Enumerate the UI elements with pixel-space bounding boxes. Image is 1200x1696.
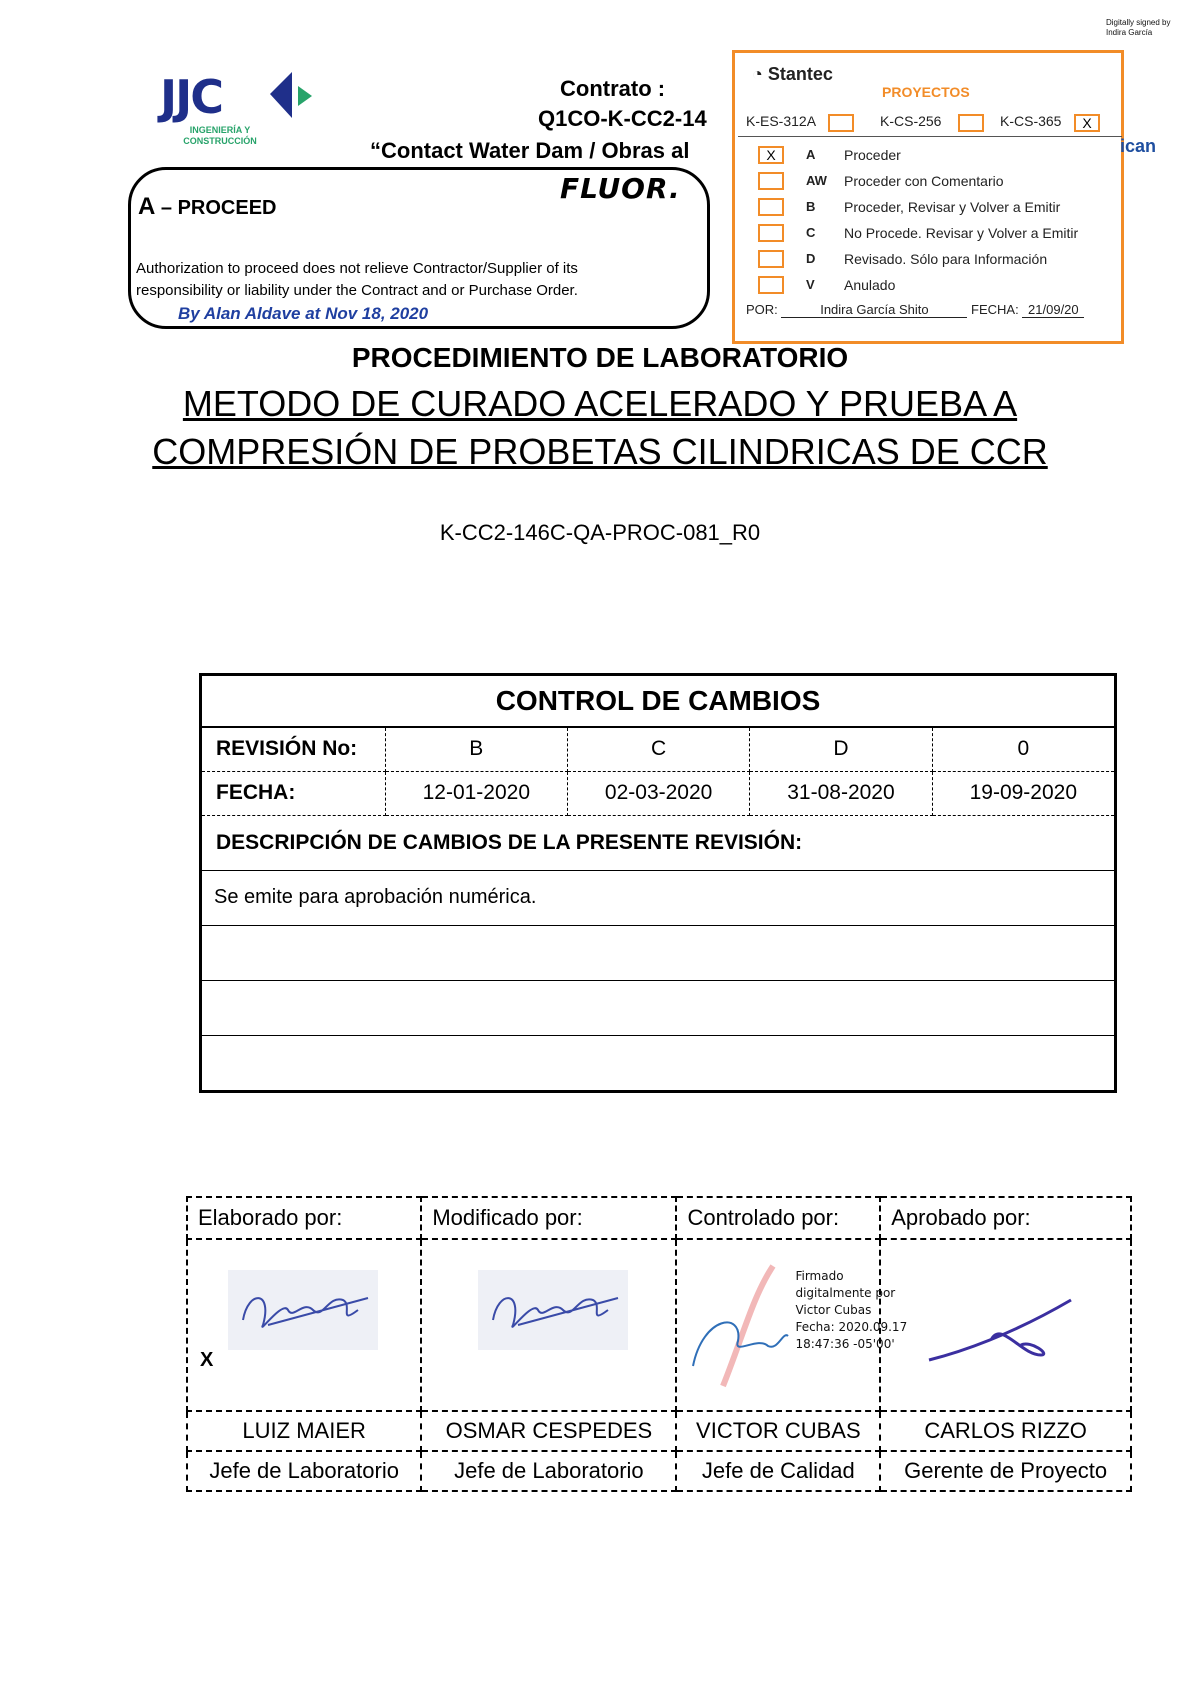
option-checkbox[interactable] xyxy=(758,224,784,242)
procedure-title xyxy=(0,380,1200,476)
handwritten-signature xyxy=(683,1256,793,1396)
signature-x-mark: X xyxy=(200,1349,214,1371)
option-code: B xyxy=(806,199,816,214)
option-label: Proceder xyxy=(844,147,901,163)
stantec-swirl-icon: ◔ xyxy=(752,64,763,84)
option-checkbox[interactable]: X xyxy=(758,146,784,164)
project-code-label: K-CS-256 xyxy=(880,113,942,129)
revision-cell: D xyxy=(750,727,932,771)
option-label: Anulado xyxy=(844,277,896,293)
signature-image xyxy=(478,1270,628,1350)
proceed-label: – PROCEED xyxy=(155,197,277,219)
jjc-arrow-icon xyxy=(264,72,324,122)
handwritten-signature xyxy=(921,1280,1081,1370)
fecha-cell: 12-01-2020 xyxy=(385,771,567,815)
digital-signature-note: Digitally signed by Indira García xyxy=(1106,18,1171,37)
handwritten-signature xyxy=(228,1270,378,1350)
description-line xyxy=(201,925,1116,980)
option-code: C xyxy=(806,225,816,240)
signature-image xyxy=(228,1270,378,1350)
project-code-3 xyxy=(1000,113,1061,129)
option-label: Proceder con Comentario xyxy=(844,173,1004,189)
fecha-label: FECHA: xyxy=(971,302,1019,317)
description-heading: DESCRIPCIÓN DE CAMBIOS DE LA PRESENTE REVISIÓN: xyxy=(201,815,1116,870)
handwritten-signature xyxy=(478,1270,628,1350)
option-label: Proceder, Revisar y Volver a Emitir xyxy=(844,199,1061,215)
revision-cell: 0 xyxy=(932,727,1115,771)
modificado-signature-cell xyxy=(421,1239,676,1411)
signer-name: LUIZ MAIER xyxy=(187,1411,421,1451)
procedure-title-line-1: METODO DE CURADO ACELERADO Y PRUEBA A xyxy=(182,383,1018,424)
signer-name: OSMAR CESPEDES xyxy=(421,1411,676,1451)
option-code: D xyxy=(806,251,816,266)
stantec-logo xyxy=(752,64,833,85)
option-checkbox[interactable] xyxy=(758,276,784,294)
project-code-1-checkbox[interactable] xyxy=(828,114,854,132)
partial-logo-text: ican xyxy=(1120,136,1157,156)
project-name: “Contact Water Dam / Obras al xyxy=(370,138,690,163)
project-code-label: K-ES-312A xyxy=(746,113,817,129)
elaborado-header: Elaborado por: xyxy=(187,1197,421,1239)
document-code: K-CC2-146C-QA-PROC-081_R0 xyxy=(439,520,761,545)
fecha-cell: 02-03-2020 xyxy=(567,771,749,815)
proceed-stamp-title xyxy=(138,193,277,221)
description-line: Se emite para aprobación numérica. xyxy=(201,870,1116,925)
digital-signature-note: Firmado digitalmente por Victor Cubas Fecha: 2020.09.17 18:47:36 -05'00' xyxy=(795,1269,908,1351)
por-name: Indira García Shito xyxy=(781,302,967,318)
proceed-approver: By Alan Aldave at Nov 18, 2020 xyxy=(178,304,429,323)
proceed-disclaimer: Authorization to proceed does not relieve Contractor/Supplier of its responsibility or liability under the Contract and or Purchase Order. xyxy=(136,260,578,299)
option-label: Revisado. Sólo para Información xyxy=(844,251,1048,267)
revision-cell: C xyxy=(567,727,749,771)
signature-table xyxy=(186,1196,1132,1492)
procedure-type: PROCEDIMIENTO DE LABORATORIO xyxy=(351,342,849,373)
stamp-divider xyxy=(738,136,1122,137)
proceed-code: A xyxy=(138,193,156,220)
signer-role: Jefe de Calidad xyxy=(676,1451,880,1491)
aprobado-signature-cell xyxy=(880,1239,1131,1411)
jjc-logo-text: JJC xyxy=(160,70,222,124)
option-label: No Procede. Revisar y Volver a Emitir xyxy=(844,225,1079,241)
change-control-table xyxy=(199,673,1117,1093)
option-code: V xyxy=(806,277,815,292)
fecha-cell: 19-09-2020 xyxy=(932,771,1115,815)
project-code-label: K-CS-365 xyxy=(1000,113,1062,129)
option-checkbox[interactable] xyxy=(758,250,784,268)
jjc-logo xyxy=(160,70,330,150)
description-line xyxy=(201,980,1116,1035)
stantec-logo-text: Stantec xyxy=(767,64,833,84)
revision-label: REVISIÓN No: xyxy=(201,727,386,771)
contrato-label: Contrato : xyxy=(560,76,666,101)
fluor-logo: FLUOR. xyxy=(560,172,681,205)
contrato-number: Q1CO-K-CC2-14 xyxy=(538,106,707,131)
option-code: AW xyxy=(806,173,827,188)
option-code: A xyxy=(806,147,816,162)
project-code-1 xyxy=(746,113,816,129)
project-code-2 xyxy=(880,113,941,129)
elaborado-signature-cell xyxy=(187,1239,421,1411)
description-line xyxy=(201,1035,1116,1091)
fecha-value: 21/09/20 xyxy=(1022,302,1084,318)
modificado-header: Modificado por: xyxy=(421,1197,676,1239)
controlado-signature-cell xyxy=(676,1239,908,1411)
project-code-3-checkbox[interactable]: X xyxy=(1074,114,1100,132)
fecha-cell: 31-08-2020 xyxy=(750,771,932,815)
revision-cell: B xyxy=(385,727,567,771)
signer-role: Gerente de Proyecto xyxy=(880,1451,1131,1491)
option-checkbox[interactable] xyxy=(758,198,784,216)
procedure-title-line-2: COMPRESIÓN DE PROBETAS CILINDRICAS DE CCR xyxy=(152,431,1048,472)
signer-role: Jefe de Laboratorio xyxy=(187,1451,421,1491)
jjc-logo-subtitle: INGENIERÍA Y CONSTRUCCIÓN xyxy=(183,125,257,146)
option-checkbox[interactable] xyxy=(758,172,784,190)
proyectos-label: PROYECTOS xyxy=(882,84,970,100)
signer-name: VICTOR CUBAS xyxy=(676,1411,880,1451)
signer-name: CARLOS RIZZO xyxy=(880,1411,1131,1451)
aprobado-header: Aprobado por: xyxy=(880,1197,1131,1239)
change-control-title: CONTROL DE CAMBIOS xyxy=(201,675,1116,728)
signer-role: Jefe de Laboratorio xyxy=(421,1451,676,1491)
por-label: POR: xyxy=(746,302,778,317)
fecha-row-label: FECHA: xyxy=(201,771,386,815)
project-code-2-checkbox[interactable] xyxy=(958,114,984,132)
stamp-signoff xyxy=(746,302,1084,318)
controlado-header: Controlado por: xyxy=(676,1197,880,1239)
